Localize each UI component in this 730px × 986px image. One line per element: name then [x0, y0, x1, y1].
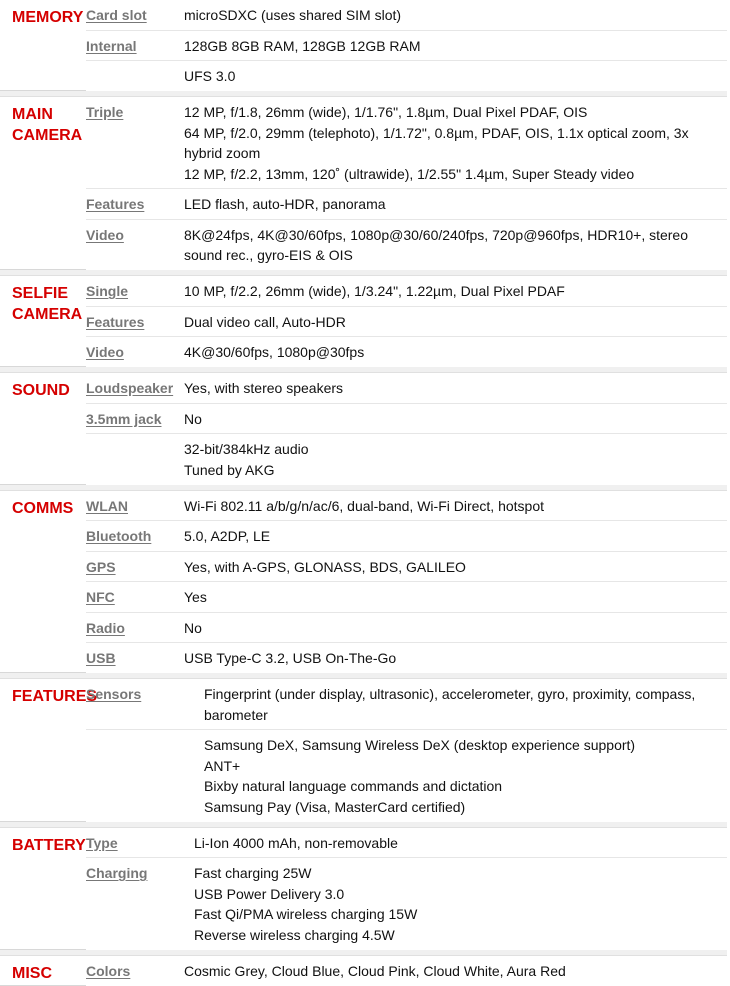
spec-value-line: 8K@24fps, 4K@30/60fps, 1080p@30/60/240fps, 720p@960fps, HDR10+, stereo sound rec., gyro-EIS & OIS [184, 226, 689, 263]
spec-value-line: Tuned by AKG [184, 461, 275, 478]
spec-value [184, 306, 727, 337]
spec-row [0, 828, 727, 858]
spec-row [0, 0, 727, 30]
spec-value [184, 189, 727, 220]
spec-label [86, 337, 184, 367]
spec-label [86, 643, 184, 673]
section-title: SOUND [0, 373, 86, 484]
spec-label-link[interactable]: Video [86, 226, 124, 243]
spec-section-battery [0, 828, 727, 950]
spec-value [184, 612, 727, 643]
spec-value-line: Fingerprint (under display, ultrasonic), accelerometer, gyro, proximity, compass, barometer [204, 686, 696, 723]
spec-value [184, 276, 727, 306]
spec-label-link[interactable]: Colors [86, 962, 131, 979]
spec-value-line: 64 MP, f/2.0, 29mm (telephoto), 1/1.72", 0.8µm, PDAF, OIS, 1.1x optical zoom, 3x hybrid zoom [184, 124, 689, 161]
spec-label [86, 373, 184, 403]
spec-value-line: No [184, 410, 202, 427]
spec-label [86, 61, 184, 91]
spec-value-line: 128GB 8GB RAM, 128GB 12GB RAM [184, 37, 421, 54]
spec-row [0, 276, 727, 306]
spec-value-line: UFS 3.0 [184, 68, 236, 84]
spec-value-line: No [184, 619, 202, 636]
spec-value [184, 582, 727, 613]
spec-label-link[interactable]: Loudspeaker [86, 380, 174, 396]
spec-row [0, 403, 727, 434]
spec-value-line: Fast Qi/PMA wireless charging 15W [194, 906, 418, 922]
spec-label-link[interactable]: Charging [86, 865, 148, 881]
spec-label [86, 491, 184, 521]
spec-label [86, 679, 204, 730]
spec-label [86, 219, 184, 270]
section-title: MEMORY [0, 0, 86, 91]
spec-value-line: Samsung Pay (Visa, MasterCard certified) [204, 798, 466, 815]
spec-row [0, 551, 727, 582]
spec-row [0, 337, 727, 367]
spec-label [86, 582, 184, 613]
section-title: COMMS [0, 491, 86, 673]
spec-value-line: Bixby natural language commands and dictation [204, 778, 503, 794]
spec-value [184, 643, 727, 673]
spec-value [184, 956, 727, 986]
spec-label-link[interactable]: Card slot [86, 7, 147, 23]
spec-row [0, 956, 727, 986]
spec-value [184, 61, 727, 91]
spec-value [194, 828, 727, 858]
spec-value-line: 5.0, A2DP, LE [184, 528, 271, 544]
spec-value [184, 551, 727, 582]
spec-label [86, 551, 184, 582]
spec-value-line: Cosmic Grey, Cloud Blue, Cloud Pink, Cloud White, Aura Red [184, 962, 566, 979]
spec-label [86, 434, 184, 485]
spec-label-link[interactable]: USB [86, 650, 116, 666]
spec-value-line: 12 MP, f/1.8, 26mm (wide), 1/1.76", 1.8µm, Dual Pixel PDAF, OIS [184, 104, 588, 120]
spec-row [0, 679, 727, 730]
spec-section-features [0, 679, 727, 822]
spec-value-line: Yes, with stereo speakers [184, 380, 344, 396]
spec-section-misc [0, 956, 727, 986]
spec-label [86, 403, 184, 434]
spec-label [86, 0, 184, 30]
spec-value [184, 403, 727, 434]
spec-row [0, 189, 727, 220]
spec-row [0, 730, 727, 822]
spec-label [86, 828, 194, 858]
spec-value-line: 32-bit/384kHz audio [184, 441, 309, 457]
section-title: BATTERY [0, 828, 86, 950]
spec-label-link[interactable]: Features [86, 196, 145, 212]
spec-section-memory [0, 0, 727, 91]
spec-value [184, 30, 727, 61]
spec-value-line: Yes, with A-GPS, GLONASS, BDS, GALILEO [184, 558, 466, 575]
spec-value [184, 373, 727, 403]
spec-value [194, 858, 727, 950]
spec-value-line: Samsung DeX, Samsung Wireless DeX (desktop experience support) [204, 737, 636, 753]
spec-label-link[interactable]: 3.5mm jack [86, 410, 162, 427]
spec-label [86, 30, 184, 61]
spec-row [0, 97, 727, 189]
section-title: SELFIE CAMERA [0, 276, 86, 367]
spec-row [0, 30, 727, 61]
spec-value-line: Li-Ion 4000 mAh, non-removable [194, 834, 398, 851]
spec-label-link[interactable]: Sensors [86, 686, 142, 702]
spec-label [86, 730, 204, 822]
spec-label [86, 521, 184, 552]
spec-label-link[interactable]: Radio [86, 619, 125, 636]
spec-label-link[interactable]: GPS [86, 558, 116, 575]
spec-label [86, 189, 184, 220]
spec-section-main-camera [0, 97, 727, 270]
spec-value [184, 491, 727, 521]
spec-section-sound [0, 373, 727, 485]
spec-label-link[interactable]: Bluetooth [86, 528, 152, 544]
spec-label-link[interactable]: Video [86, 344, 124, 360]
spec-row [0, 219, 727, 270]
spec-value-line: LED flash, auto-HDR, panorama [184, 196, 386, 212]
spec-row [0, 612, 727, 643]
spec-label [86, 306, 184, 337]
spec-row [0, 521, 727, 552]
spec-value-line: 4K@30/60fps, 1080p@30fps [184, 344, 365, 360]
spec-label-link[interactable]: Features [86, 313, 145, 330]
spec-value-line: USB Type-C 3.2, USB On-The-Go [184, 650, 397, 666]
spec-value-line: Dual video call, Auto-HDR [184, 313, 346, 330]
spec-row [0, 491, 727, 521]
spec-label-link[interactable]: NFC [86, 589, 115, 605]
spec-value [184, 97, 727, 189]
spec-row [0, 858, 727, 950]
spec-section-comms [0, 491, 727, 674]
section-title: FEATURES [0, 679, 86, 821]
spec-label-link[interactable]: Type [86, 834, 118, 851]
spec-label [86, 276, 184, 306]
spec-row [0, 306, 727, 337]
spec-label [86, 858, 194, 950]
spec-row [0, 582, 727, 613]
spec-value-line: 12 MP, f/2.2, 13mm, 120˚ (ultrawide), 1/2.55" 1.4µm, Super Steady video [184, 165, 635, 182]
spec-value [184, 0, 727, 30]
spec-label [86, 97, 184, 189]
spec-value-line: microSDXC (uses shared SIM slot) [184, 7, 402, 23]
spec-value-line: Yes [184, 589, 207, 605]
spec-label [86, 956, 184, 986]
spec-label-link[interactable]: WLAN [86, 497, 128, 514]
spec-section-selfie-camera [0, 276, 727, 367]
spec-label [86, 612, 184, 643]
spec-value-line: 10 MP, f/2.2, 26mm (wide), 1/3.24", 1.22µm, Dual Pixel PDAF [184, 283, 565, 299]
spec-value-line: USB Power Delivery 3.0 [194, 885, 345, 902]
section-title: MAIN CAMERA [0, 97, 86, 270]
spec-label-link[interactable]: Single [86, 283, 129, 299]
section-title: MISC [0, 956, 86, 986]
spec-label-link[interactable]: Triple [86, 104, 124, 120]
spec-value [184, 521, 727, 552]
spec-value [184, 337, 727, 367]
spec-value [204, 730, 727, 822]
spec-row [0, 643, 727, 673]
spec-value-line: ANT+ [204, 757, 241, 774]
spec-value [184, 219, 727, 270]
spec-row [0, 373, 727, 403]
spec-value-line: Fast charging 25W [194, 865, 312, 881]
spec-value [184, 434, 727, 485]
spec-row [0, 434, 727, 485]
spec-value-line: Reverse wireless charging 4.5W [194, 926, 395, 943]
spec-row [0, 61, 727, 91]
spec-value-line: Wi-Fi 802.11 a/b/g/n/ac/6, dual-band, Wi-Fi Direct, hotspot [184, 497, 545, 514]
spec-label-link[interactable]: Internal [86, 37, 137, 54]
spec-value [204, 679, 727, 730]
